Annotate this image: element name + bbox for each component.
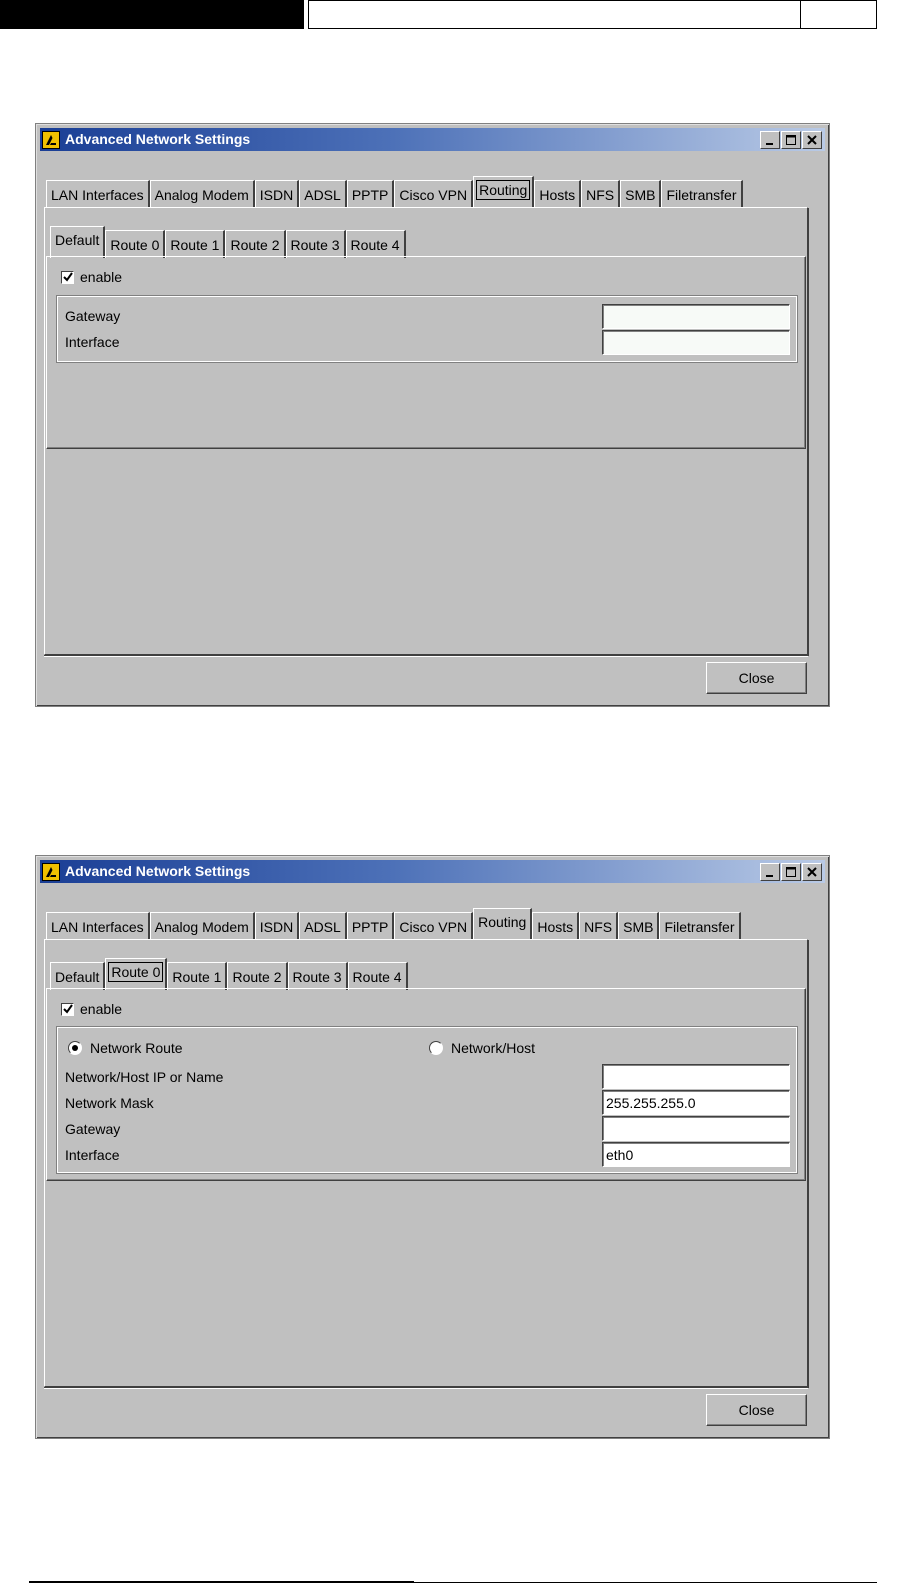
subtab-route-1[interactable]: Route 1 <box>165 230 225 258</box>
header-box-end <box>800 0 877 29</box>
minimize-icon <box>764 134 776 146</box>
document-header <box>0 0 877 29</box>
tab-isdn[interactable]: ISDN <box>255 180 299 208</box>
window-title: Advanced Network Settings <box>65 863 251 879</box>
subtab-route-3[interactable]: Route 3 <box>288 962 348 990</box>
tab-analog-modem[interactable]: Analog Modem <box>150 180 255 208</box>
default-route-group <box>57 296 797 362</box>
enable-label: enable <box>80 1001 123 1017</box>
tab-nfs[interactable]: NFS <box>581 180 620 208</box>
route-tabbar <box>50 958 408 990</box>
tab-routing[interactable]: Routing <box>473 176 534 208</box>
subtab-route-2[interactable]: Route 2 <box>227 962 287 990</box>
tab-routing[interactable]: Routing <box>473 908 532 940</box>
subtab-route-4[interactable]: Route 4 <box>346 230 406 258</box>
close-icon <box>806 134 818 146</box>
main-tabbar <box>46 908 741 940</box>
network-route-radio[interactable] <box>68 1041 82 1055</box>
maximize-button[interactable] <box>781 863 801 881</box>
tab-pptp[interactable]: PPTP <box>347 912 395 940</box>
enable-label: enable <box>80 269 123 285</box>
route-tabbar <box>50 226 406 258</box>
gateway-label: Gateway <box>65 1121 121 1137</box>
tab-smb[interactable]: SMB <box>618 912 659 940</box>
network-host-ip-label: Network/Host IP or Name <box>65 1069 224 1085</box>
checkmark-icon <box>63 272 73 282</box>
subtab-route-1[interactable]: Route 1 <box>167 962 227 990</box>
tab-adsl[interactable]: ADSL <box>299 912 347 940</box>
subtab-default[interactable]: Default <box>50 226 105 258</box>
app-logo-icon <box>42 131 60 149</box>
footer-separator <box>44 1387 808 1389</box>
tab-smb[interactable]: SMB <box>620 180 661 208</box>
tab-cisco-vpn[interactable]: Cisco VPN <box>394 912 473 940</box>
tab-analog-modem[interactable]: Analog Modem <box>150 912 255 940</box>
minimize-button[interactable] <box>760 863 780 881</box>
tab-lan-interfaces[interactable]: LAN Interfaces <box>46 912 150 940</box>
titlebar[interactable] <box>40 860 825 883</box>
titlebar[interactable] <box>40 128 825 151</box>
network-host-ip-input[interactable] <box>602 1064 790 1089</box>
tab-isdn[interactable]: ISDN <box>255 912 299 940</box>
interface-label: Interface <box>65 334 120 350</box>
radio-network-host[interactable] <box>429 1040 535 1056</box>
close-window-button[interactable] <box>802 131 822 149</box>
minimize-icon <box>764 866 776 878</box>
header-black-block <box>0 0 304 29</box>
tab-adsl[interactable]: ADSL <box>299 180 347 208</box>
close-button[interactable]: Close <box>706 1394 807 1426</box>
enable-checkbox[interactable] <box>61 1003 74 1016</box>
subtab-route-0[interactable]: Route 0 <box>105 230 165 258</box>
radio-network-route[interactable] <box>68 1040 183 1056</box>
tab-filetransfer[interactable]: Filetransfer <box>661 180 742 208</box>
route-group <box>57 1027 797 1173</box>
advanced-network-settings-window-default <box>35 123 830 707</box>
network-mask-label: Network Mask <box>65 1095 154 1111</box>
close-button[interactable]: Close <box>706 662 807 694</box>
tab-pptp[interactable]: PPTP <box>347 180 395 208</box>
window-title: Advanced Network Settings <box>65 131 251 147</box>
interface-input[interactable] <box>602 330 790 355</box>
minimize-button[interactable] <box>760 131 780 149</box>
tab-hosts[interactable]: Hosts <box>534 180 581 208</box>
default-route-pane <box>46 256 806 449</box>
maximize-button[interactable] <box>781 131 801 149</box>
gateway-input[interactable] <box>602 1116 790 1141</box>
maximize-icon <box>785 134 797 146</box>
checkmark-icon <box>63 1004 73 1014</box>
subtab-route-0[interactable]: Route 0 <box>105 958 167 990</box>
subtab-route-3[interactable]: Route 3 <box>286 230 346 258</box>
interface-label: Interface <box>65 1147 120 1163</box>
tab-nfs[interactable]: NFS <box>579 912 618 940</box>
advanced-network-settings-window-route0 <box>35 855 830 1439</box>
tab-cisco-vpn[interactable]: Cisco VPN <box>394 180 473 208</box>
close-window-button[interactable] <box>802 863 822 881</box>
network-mask-input[interactable] <box>602 1090 790 1115</box>
footer-separator <box>44 655 808 657</box>
maximize-icon <box>785 866 797 878</box>
network-host-label: Network/Host <box>451 1040 536 1056</box>
header-box-middle <box>308 0 801 29</box>
close-icon <box>806 866 818 878</box>
gateway-input[interactable] <box>602 304 790 329</box>
subtab-route-4[interactable]: Route 4 <box>348 962 408 990</box>
footer-rule-thick <box>29 1581 414 1583</box>
gateway-label: Gateway <box>65 308 121 324</box>
main-tabbar <box>46 176 743 208</box>
tab-lan-interfaces[interactable]: LAN Interfaces <box>46 180 150 208</box>
subtab-default[interactable]: Default <box>50 962 105 990</box>
enable-row[interactable] <box>61 269 122 285</box>
app-logo-icon <box>42 863 60 881</box>
subtab-route-2[interactable]: Route 2 <box>225 230 285 258</box>
network-route-label: Network Route <box>90 1040 183 1056</box>
network-host-radio[interactable] <box>429 1041 443 1055</box>
enable-checkbox[interactable] <box>61 271 74 284</box>
tab-filetransfer[interactable]: Filetransfer <box>659 912 740 940</box>
tab-hosts[interactable]: Hosts <box>532 912 579 940</box>
enable-row[interactable] <box>61 1001 122 1017</box>
route-0-pane <box>46 988 806 1181</box>
interface-input[interactable] <box>602 1142 790 1167</box>
